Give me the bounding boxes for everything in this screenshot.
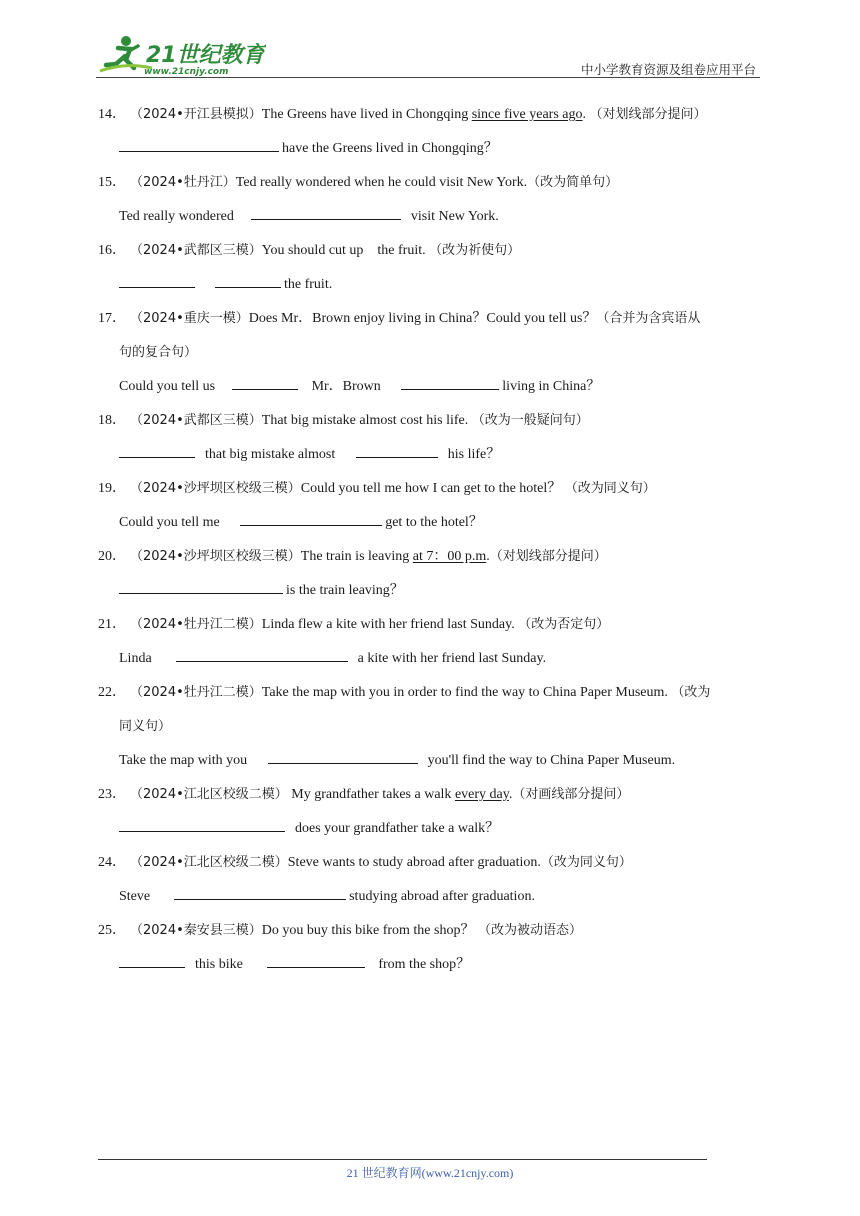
question-task: （改为一般疑问句） <box>471 413 589 428</box>
question-text: You should cut up the fruit. <box>261 243 430 258</box>
question-number: 19． <box>98 481 126 496</box>
question-number: 17． <box>98 311 126 326</box>
question-text: My grandfather takes a walk <box>287 787 455 802</box>
answer-text: Steve <box>119 889 151 904</box>
question-text: Steve wants to study abroad after graduation. <box>287 855 541 870</box>
question-number: 20． <box>98 549 126 564</box>
answer-line-14 <box>98 134 774 168</box>
answer-blank[interactable] <box>176 645 348 662</box>
question-17 <box>98 304 774 338</box>
question-source: （2024•武都区三模） <box>130 413 262 428</box>
question-16 <box>98 236 774 270</box>
site-logo <box>96 32 266 78</box>
question-number: 16． <box>98 243 126 258</box>
question-source: （2024•牡丹江二模） <box>130 617 262 632</box>
answer-line-21 <box>98 644 774 678</box>
page-header <box>96 30 760 78</box>
answer-blank[interactable] <box>268 747 418 764</box>
answer-text: have the Greens lived in Chongqing？ <box>282 141 498 156</box>
question-task: （对划线部分提问） <box>589 107 707 122</box>
answer-text: get to the hotel？ <box>385 515 483 530</box>
question-task: （改为祈使句） <box>429 243 521 258</box>
answer-blank[interactable] <box>356 441 438 458</box>
question-15 <box>98 168 774 202</box>
answer-text: living in China？ <box>502 379 601 394</box>
question-21 <box>98 610 774 644</box>
underlined-part: since five years ago <box>471 107 583 122</box>
question-number: 24． <box>98 855 126 870</box>
question-text: The Greens have lived in Chongqing <box>261 107 472 122</box>
question-task: （改为否定句） <box>518 617 610 632</box>
answer-line-23 <box>98 814 774 848</box>
question-task: （改为同义句） <box>564 481 656 496</box>
answer-line-18 <box>98 440 774 474</box>
question-20 <box>98 542 774 576</box>
answer-blank[interactable] <box>240 509 382 526</box>
question-task: （改为被动语态） <box>477 923 582 938</box>
answer-blank[interactable] <box>251 203 401 220</box>
question-14 <box>98 100 774 134</box>
answer-blank[interactable] <box>119 815 285 832</box>
answer-blank[interactable] <box>119 135 279 152</box>
question-task: （合并为含宾语从 <box>596 311 701 326</box>
answer-blank[interactable] <box>215 271 281 288</box>
answer-blank[interactable] <box>119 577 283 594</box>
question-23 <box>98 780 774 814</box>
question-source: （2024•秦安县三模） <box>130 923 262 938</box>
answer-text: Ted really wondered <box>119 209 234 224</box>
underlined-part: at 7：00 p.m <box>412 549 487 564</box>
question-number: 22． <box>98 685 126 700</box>
platform-name: 中小学教育资源及组卷应用平台 <box>580 62 756 77</box>
question-source: （2024•江北区校级二模） <box>130 855 288 870</box>
answer-text: studying abroad after graduation. <box>349 889 535 904</box>
answer-line-25 <box>98 950 774 984</box>
answer-text: Could you tell us <box>119 379 216 394</box>
question-text-end: . <box>582 107 587 122</box>
question-text: Take the map with you in order to find the way to China Paper Museum. <box>261 685 672 700</box>
question-text-end: . <box>508 787 513 802</box>
question-source: （2024•沙坪坝区校级三模） <box>130 481 301 496</box>
question-task: （改为简单句） <box>527 175 619 190</box>
question-source: （2024•武都区三模） <box>130 243 262 258</box>
question-task-continued: 句的复合句） <box>119 345 198 360</box>
answer-text: from the shop？ <box>378 957 471 972</box>
svg-text:www.21cnjy.com: www.21cnjy.com <box>144 67 229 77</box>
question-number: 15． <box>98 175 126 190</box>
svg-text:21世纪教育: 21世纪教育 <box>146 43 265 68</box>
answer-text: visit New York. <box>410 209 499 224</box>
underlined-part: every day <box>454 787 509 802</box>
question-number: 14． <box>98 107 126 122</box>
question-task: （对画线部分提问） <box>512 787 630 802</box>
question-17-continued <box>98 338 774 372</box>
question-text: The train is leaving <box>300 549 413 564</box>
question-19 <box>98 474 774 508</box>
question-text-end: . <box>486 549 490 564</box>
answer-blank[interactable] <box>119 441 195 458</box>
answer-text: Mr．Brown <box>311 379 381 394</box>
answer-blank[interactable] <box>267 951 365 968</box>
answer-text: the fruit. <box>284 277 333 292</box>
answer-text: does your grandfather take a walk？ <box>295 821 500 836</box>
answer-line-17 <box>98 372 774 406</box>
question-22-continued <box>98 712 774 746</box>
question-text: Ted really wondered when he could visit New York. <box>235 175 528 190</box>
question-text: Could you tell me how I can get to the hotel？ <box>300 481 565 496</box>
question-text: Does Mr．Brown enjoy living in China？Could you tell us？ <box>248 311 597 326</box>
answer-text: this bike <box>195 957 243 972</box>
footer-divider <box>98 1159 707 1160</box>
question-task-continued: 同义句） <box>119 719 172 734</box>
answer-line-19 <box>98 508 774 542</box>
answer-line-22 <box>98 746 774 780</box>
answer-text: that big mistake almost <box>205 447 336 462</box>
answer-text: you'll find the way to China Paper Museum. <box>427 753 676 768</box>
answer-blank[interactable] <box>174 883 346 900</box>
question-number: 23． <box>98 787 126 802</box>
question-number: 25． <box>98 923 126 938</box>
question-task: （改为同义句） <box>540 855 632 870</box>
answer-text: Take the map with you <box>119 753 248 768</box>
answer-text: Could you tell me <box>119 515 220 530</box>
question-22 <box>98 678 774 712</box>
answer-text: is the train leaving？ <box>286 583 404 598</box>
question-source: （2024•牡丹江） <box>130 175 236 190</box>
answer-blank[interactable] <box>401 373 499 390</box>
question-25 <box>98 916 774 950</box>
answer-text: Linda <box>119 651 152 666</box>
question-source: （2024•沙坪坝区校级三模） <box>130 549 301 564</box>
answer-line-16 <box>98 270 774 304</box>
answer-text: a kite with her friend last Sunday. <box>357 651 547 666</box>
question-source: （2024•江北区校级二模） <box>130 787 288 802</box>
question-text: Do you buy this bike from the shop？ <box>261 923 478 938</box>
answer-line-24 <box>98 882 774 916</box>
question-source: （2024•重庆一模） <box>130 311 249 326</box>
answer-blank[interactable] <box>119 271 195 288</box>
question-text: That big mistake almost cost his life. <box>261 413 472 428</box>
question-source: （2024•牡丹江二模） <box>130 685 262 700</box>
question-number: 18． <box>98 413 126 428</box>
question-18 <box>98 406 774 440</box>
question-list <box>98 100 774 984</box>
question-number: 21． <box>98 617 126 632</box>
runner-logo-icon <box>96 32 266 78</box>
answer-blank[interactable] <box>232 373 298 390</box>
answer-line-15 <box>98 202 774 236</box>
answer-blank[interactable] <box>119 951 185 968</box>
answer-text: his life？ <box>447 447 501 462</box>
answer-line-20 <box>98 576 774 610</box>
header-divider <box>96 77 760 78</box>
question-task: （改为 <box>671 685 711 700</box>
question-24 <box>98 848 774 882</box>
page-footer: 21 世纪教育网(www.21cnjy.com) <box>346 1166 514 1180</box>
question-text: Linda flew a kite with her friend last Sunday. <box>261 617 519 632</box>
question-task: （对划线部分提问） <box>489 549 607 564</box>
question-source: （2024•开江县模拟） <box>130 107 262 122</box>
